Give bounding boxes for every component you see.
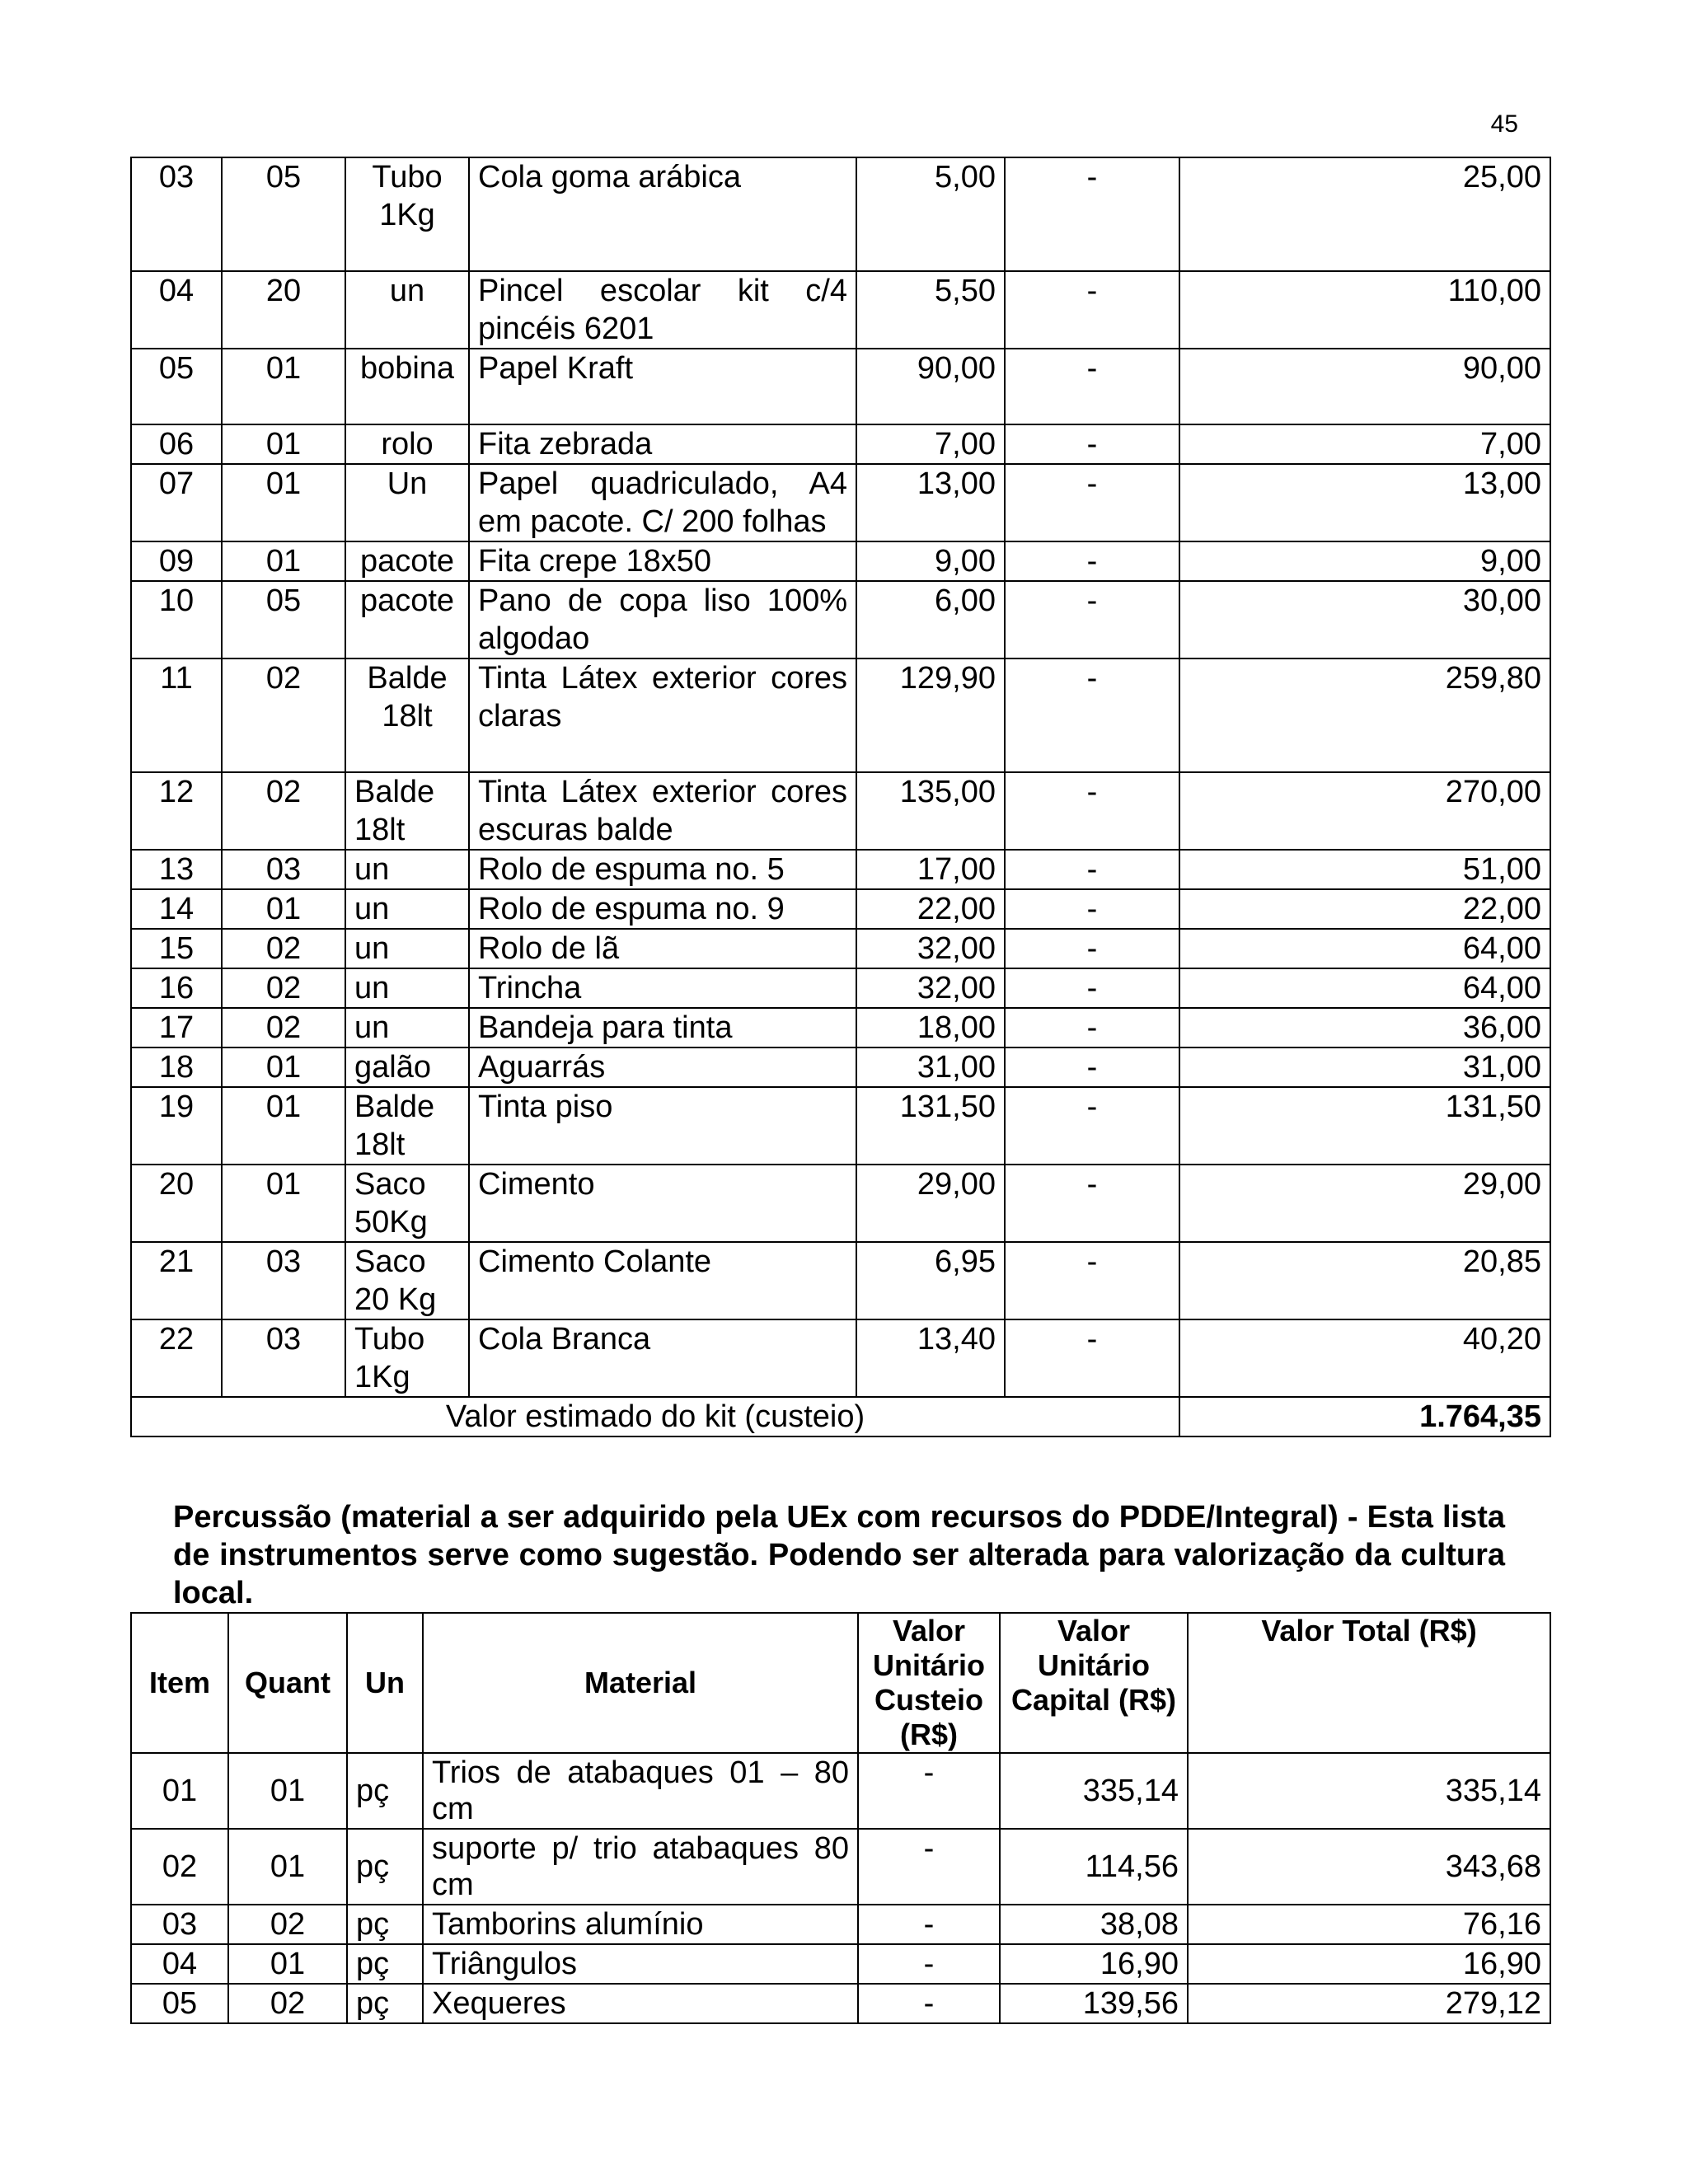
- percussion-unit-custeio: -: [858, 1753, 1000, 1829]
- kit-unit-custeio: 5,50: [856, 271, 1005, 349]
- kit-item-number: 07: [131, 464, 222, 541]
- kit-quantity: 02: [222, 658, 345, 772]
- kit-total: 64,00: [1179, 968, 1550, 1008]
- kit-quantity: 03: [222, 1319, 345, 1397]
- kit-row: [131, 349, 1550, 424]
- kit-item-number: 16: [131, 968, 222, 1008]
- header-un: Un: [347, 1613, 423, 1753]
- percussion-total: 343,68: [1188, 1829, 1550, 1905]
- percussion-material: Xequeres: [423, 1984, 858, 2023]
- kit-row: [131, 968, 1550, 1008]
- kit-unit: galão: [345, 1047, 469, 1087]
- kit-total: 20,85: [1179, 1242, 1550, 1319]
- percussion-unit: pç: [347, 1829, 423, 1905]
- kit-unit-capital: -: [1005, 581, 1179, 658]
- kit-total: 270,00: [1179, 772, 1550, 850]
- kit-quantity: 05: [222, 157, 345, 271]
- kit-item-number: 12: [131, 772, 222, 850]
- kit-item-number: 18: [131, 1047, 222, 1087]
- kit-quantity: 02: [222, 772, 345, 850]
- kit-unit-capital: -: [1005, 1319, 1179, 1397]
- kit-item-number: 14: [131, 889, 222, 929]
- percussion-quantity: 01: [228, 1829, 347, 1905]
- kit-material: Tinta Látex exterior cores claras: [469, 658, 856, 772]
- header-total: Valor Total (R$): [1188, 1613, 1550, 1753]
- header-material: Material: [423, 1613, 858, 1753]
- kit-unit: Saco 50Kg: [345, 1165, 469, 1242]
- percussion-unit-capital: 335,14: [1000, 1753, 1188, 1829]
- kit-total: 7,00: [1179, 424, 1550, 464]
- kit-total: 259,80: [1179, 658, 1550, 772]
- kit-unit-custeio: 32,00: [856, 968, 1005, 1008]
- kit-unit-capital: -: [1005, 658, 1179, 772]
- kit-row: [131, 1319, 1550, 1397]
- kit-quantity: 01: [222, 464, 345, 541]
- kit-unit: Saco 20 Kg: [345, 1242, 469, 1319]
- kit-unit-custeio: 22,00: [856, 889, 1005, 929]
- kit-unit-capital: -: [1005, 929, 1179, 968]
- kit-unit: bobina: [345, 349, 469, 424]
- kit-material: Pano de copa liso 100% algodao: [469, 581, 856, 658]
- percussion-item-number: 01: [131, 1753, 228, 1829]
- kit-row: [131, 658, 1550, 772]
- kit-material: Cola goma arábica: [469, 157, 856, 271]
- kit-quantity: 01: [222, 889, 345, 929]
- kit-unit-custeio: 129,90: [856, 658, 1005, 772]
- kit-unit-custeio: 131,50: [856, 1087, 1005, 1165]
- kit-material: Rolo de espuma no. 9: [469, 889, 856, 929]
- kit-item-number: 03: [131, 157, 222, 271]
- kit-item-number: 10: [131, 581, 222, 658]
- kit-unit-custeio: 18,00: [856, 1008, 1005, 1047]
- kit-row: [131, 157, 1550, 271]
- kit-item-number: 19: [131, 1087, 222, 1165]
- kit-unit-custeio: 29,00: [856, 1165, 1005, 1242]
- kit-material: Papel quadriculado, A4 em pacote. C/ 200 folhas: [469, 464, 856, 541]
- kit-quantity: 01: [222, 1047, 345, 1087]
- percussion-unit-capital: 16,90: [1000, 1944, 1188, 1984]
- kit-material: Bandeja para tinta: [469, 1008, 856, 1047]
- kit-row: [131, 929, 1550, 968]
- kit-unit: Tubo 1Kg: [345, 157, 469, 271]
- kit-material: Rolo de espuma no. 5: [469, 850, 856, 889]
- header-unit-custeio: Valor Unitário Custeio (R$): [858, 1613, 1000, 1753]
- kit-row: [131, 1008, 1550, 1047]
- kit-unit-capital: -: [1005, 850, 1179, 889]
- kit-row: [131, 424, 1550, 464]
- kit-unit-capital: -: [1005, 464, 1179, 541]
- kit-row: [131, 541, 1550, 581]
- percussion-item-number: 03: [131, 1905, 228, 1944]
- kit-unit-capital: -: [1005, 424, 1179, 464]
- kit-item-number: 13: [131, 850, 222, 889]
- percussion-unit: pç: [347, 1984, 423, 2023]
- page-number: 45: [1490, 110, 1518, 138]
- percussion-unit: pç: [347, 1905, 423, 1944]
- kit-item-number: 06: [131, 424, 222, 464]
- kit-row: [131, 1047, 1550, 1087]
- kit-row: [131, 1242, 1550, 1319]
- percussion-total: 279,12: [1188, 1984, 1550, 2023]
- kit-quantity: 02: [222, 1008, 345, 1047]
- kit-item-number: 04: [131, 271, 222, 349]
- kit-item-number: 20: [131, 1165, 222, 1242]
- header-quant: Quant: [228, 1613, 347, 1753]
- percussion-unit: pç: [347, 1753, 423, 1829]
- kit-total: 25,00: [1179, 157, 1550, 271]
- kit-material: Tinta piso: [469, 1087, 856, 1165]
- kit-total: 110,00: [1179, 271, 1550, 349]
- percussion-unit: pç: [347, 1944, 423, 1984]
- kit-unit-capital: -: [1005, 1165, 1179, 1242]
- percussion-quantity: 02: [228, 1984, 347, 2023]
- percussion-item-number: 05: [131, 1984, 228, 2023]
- kit-unit-capital: -: [1005, 1008, 1179, 1047]
- kit-unit: un: [345, 929, 469, 968]
- kit-unit: pacote: [345, 581, 469, 658]
- kit-total: 13,00: [1179, 464, 1550, 541]
- kit-total: 131,50: [1179, 1087, 1550, 1165]
- kit-unit-custeio: 135,00: [856, 772, 1005, 850]
- kit-total: 22,00: [1179, 889, 1550, 929]
- kit-unit-capital: -: [1005, 772, 1179, 850]
- kit-material: Cimento Colante: [469, 1242, 856, 1319]
- percussion-material: Tamborins alumínio: [423, 1905, 858, 1944]
- kit-item-number: 11: [131, 658, 222, 772]
- percussion-unit-capital: 38,08: [1000, 1905, 1188, 1944]
- percussion-row: [131, 1905, 1550, 1944]
- kit-material: Tinta Látex exterior cores escuras balde: [469, 772, 856, 850]
- kit-item-number: 21: [131, 1242, 222, 1319]
- kit-row: [131, 772, 1550, 850]
- percussion-item-number: 04: [131, 1944, 228, 1984]
- kit-unit-capital: -: [1005, 1047, 1179, 1087]
- kit-material: Rolo de lã: [469, 929, 856, 968]
- kit-row: [131, 889, 1550, 929]
- kit-quantity: 05: [222, 581, 345, 658]
- percussion-table: [130, 1612, 1551, 2024]
- kit-unit: Balde 18lt: [345, 658, 469, 772]
- kit-unit-custeio: 5,00: [856, 157, 1005, 271]
- kit-material: Cola Branca: [469, 1319, 856, 1397]
- percussion-unit-custeio: -: [858, 1829, 1000, 1905]
- percussion-unit-custeio: -: [858, 1984, 1000, 2023]
- kit-total: 51,00: [1179, 850, 1550, 889]
- kit-unit: un: [345, 850, 469, 889]
- percussion-item-number: 02: [131, 1829, 228, 1905]
- kit-row: [131, 271, 1550, 349]
- kit-unit-custeio: 13,40: [856, 1319, 1005, 1397]
- kit-quantity: 01: [222, 424, 345, 464]
- percussion-unit-custeio: -: [858, 1905, 1000, 1944]
- kit-unit-custeio: 6,95: [856, 1242, 1005, 1319]
- kit-unit-custeio: 6,00: [856, 581, 1005, 658]
- kit-row: [131, 850, 1550, 889]
- kit-quantity: 01: [222, 541, 345, 581]
- kit-unit: Balde 18lt: [345, 1087, 469, 1165]
- percussion-row: [131, 1829, 1550, 1905]
- kit-unit-custeio: 90,00: [856, 349, 1005, 424]
- kit-unit: un: [345, 271, 469, 349]
- kit-total: 40,20: [1179, 1319, 1550, 1397]
- percussion-header-row: [131, 1613, 1550, 1753]
- kit-total-row: [131, 1397, 1550, 1436]
- kit-unit: un: [345, 889, 469, 929]
- kit-unit-capital: -: [1005, 271, 1179, 349]
- kit-unit-custeio: 7,00: [856, 424, 1005, 464]
- kit-item-number: 15: [131, 929, 222, 968]
- kit-unit: Tubo 1Kg: [345, 1319, 469, 1397]
- kit-material: Pincel escolar kit c/4 pincéis 6201: [469, 271, 856, 349]
- kit-row: [131, 464, 1550, 541]
- kit-unit-capital: -: [1005, 1242, 1179, 1319]
- kit-material: Fita crepe 18x50: [469, 541, 856, 581]
- percussion-row: [131, 1753, 1550, 1829]
- percussion-row: [131, 1984, 1550, 2023]
- kit-total: 90,00: [1179, 349, 1550, 424]
- kit-quantity: 01: [222, 1165, 345, 1242]
- kit-total: 31,00: [1179, 1047, 1550, 1087]
- kit-item-number: 22: [131, 1319, 222, 1397]
- kit-material: Cimento: [469, 1165, 856, 1242]
- percussion-unit-capital: 139,56: [1000, 1984, 1188, 2023]
- kit-item-number: 05: [131, 349, 222, 424]
- kit-material: Trincha: [469, 968, 856, 1008]
- percussion-quantity: 01: [228, 1944, 347, 1984]
- kit-unit: un: [345, 968, 469, 1008]
- kit-row: [131, 1087, 1550, 1165]
- kit-material: Papel Kraft: [469, 349, 856, 424]
- percussion-material: suporte p/ trio atabaques 80 cm: [423, 1829, 858, 1905]
- kit-material: Fita zebrada: [469, 424, 856, 464]
- kit-quantity: 02: [222, 968, 345, 1008]
- kit-quantity: 01: [222, 349, 345, 424]
- kit-unit-capital: -: [1005, 349, 1179, 424]
- kit-unit-custeio: 32,00: [856, 929, 1005, 968]
- kit-row: [131, 581, 1550, 658]
- kit-quantity: 03: [222, 1242, 345, 1319]
- kit-quantity: 20: [222, 271, 345, 349]
- percussion-quantity: 01: [228, 1753, 347, 1829]
- kit-table: [130, 157, 1551, 1437]
- kit-total: 9,00: [1179, 541, 1550, 581]
- kit-total-value: 1.764,35: [1179, 1397, 1550, 1436]
- kit-row: [131, 1165, 1550, 1242]
- percussion-unit-custeio: -: [858, 1944, 1000, 1984]
- kit-total: 29,00: [1179, 1165, 1550, 1242]
- percussion-row: [131, 1944, 1550, 1984]
- percussion-material: Triângulos: [423, 1944, 858, 1984]
- kit-unit: pacote: [345, 541, 469, 581]
- kit-unit-custeio: 17,00: [856, 850, 1005, 889]
- kit-unit-capital: -: [1005, 1087, 1179, 1165]
- kit-item-number: 17: [131, 1008, 222, 1047]
- kit-unit: Un: [345, 464, 469, 541]
- kit-total: 64,00: [1179, 929, 1550, 968]
- kit-unit-capital: -: [1005, 157, 1179, 271]
- percussion-quantity: 02: [228, 1905, 347, 1944]
- kit-unit-capital: -: [1005, 541, 1179, 581]
- kit-quantity: 02: [222, 929, 345, 968]
- kit-quantity: 03: [222, 850, 345, 889]
- kit-unit: Balde 18lt: [345, 772, 469, 850]
- kit-item-number: 09: [131, 541, 222, 581]
- kit-total: 30,00: [1179, 581, 1550, 658]
- percussion-material: Trios de atabaques 01 – 80 cm: [423, 1753, 858, 1829]
- header-item: Item: [131, 1613, 228, 1753]
- kit-unit-custeio: 9,00: [856, 541, 1005, 581]
- kit-total: 36,00: [1179, 1008, 1550, 1047]
- kit-quantity: 01: [222, 1087, 345, 1165]
- kit-material: Aguarrás: [469, 1047, 856, 1087]
- kit-unit: rolo: [345, 424, 469, 464]
- header-unit-capital: Valor Unitário Capital (R$): [1000, 1613, 1188, 1753]
- kit-unit-custeio: 31,00: [856, 1047, 1005, 1087]
- kit-unit-capital: -: [1005, 968, 1179, 1008]
- kit-unit: un: [345, 1008, 469, 1047]
- percussion-total: 16,90: [1188, 1944, 1550, 1984]
- percussion-unit-capital: 114,56: [1000, 1829, 1188, 1905]
- percussion-total: 76,16: [1188, 1905, 1550, 1944]
- kit-total-label: Valor estimado do kit (custeio): [131, 1397, 1179, 1436]
- kit-unit-capital: -: [1005, 889, 1179, 929]
- percussion-heading: Percussão (material a ser adquirido pela UEx com recursos do PDDE/Integral) - Esta lista de instrumentos serve como sugestão. Podendo ser alterada para valorização da cultura local.: [173, 1500, 1505, 1610]
- percussion-total: 335,14: [1188, 1753, 1550, 1829]
- kit-unit-custeio: 13,00: [856, 464, 1005, 541]
